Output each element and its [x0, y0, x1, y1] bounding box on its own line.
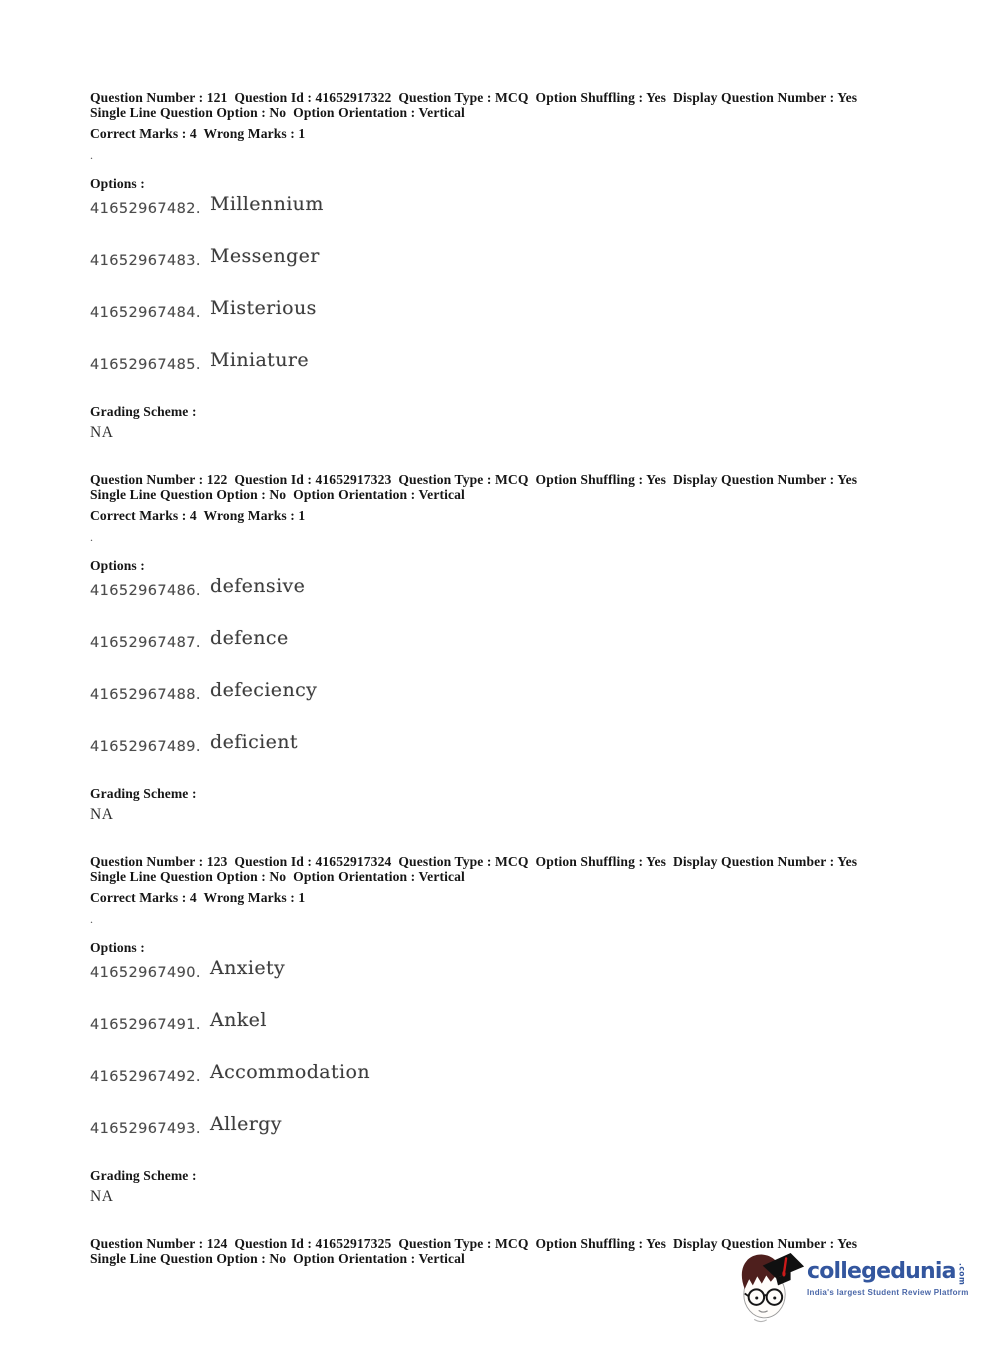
option-row [90, 1061, 910, 1089]
question-header-line-1: Question Number : 122 Question Id : 41652917323 Question Type : MCQ Option Shuffling : Yes Display Question Number : Yes [90, 472, 858, 487]
option-id: 41652967492. [90, 1069, 201, 1085]
option-text: Messenger [210, 245, 320, 267]
options-list [90, 575, 910, 759]
logo-tagline: India's largest Student Review Platform [807, 1288, 969, 1298]
question-block [90, 90, 910, 442]
option-text: Millennium [210, 193, 324, 215]
grading-scheme-value: NA [90, 806, 114, 823]
options-label: Options : [90, 176, 145, 191]
question-marks-line: Correct Marks : 4 Wrong Marks : 1 [90, 890, 306, 905]
question-header-line-2: Single Line Question Option : No Option Orientation : Vertical [90, 1251, 465, 1266]
option-id: 41652967487. [90, 635, 201, 651]
option-row [90, 193, 910, 221]
option-text: defeciency [210, 679, 318, 701]
question-header-line-2: Single Line Question Option : No Option Orientation : Vertical [90, 105, 465, 120]
grading-scheme-label: Grading Scheme : [90, 1168, 197, 1183]
option-id: 41652967484. [90, 305, 201, 321]
option-id: 41652967486. [90, 583, 201, 599]
option-id: 41652967489. [90, 739, 201, 755]
option-text: deficient [210, 731, 298, 753]
option-row [90, 627, 910, 655]
option-text: Ankel [210, 1009, 267, 1031]
option-id: 41652967488. [90, 687, 201, 703]
option-text: defence [210, 627, 289, 649]
option-row [90, 297, 910, 325]
option-id: 41652967482. [90, 201, 201, 217]
option-row [90, 731, 910, 759]
separator-dot: . [90, 912, 93, 926]
option-text: Anxiety [210, 957, 286, 979]
logo-text-group [807, 1246, 969, 1297]
option-id: 41652967483. [90, 253, 201, 269]
option-id: 41652967485. [90, 357, 201, 373]
collegedunia-mascot-icon [733, 1246, 805, 1332]
option-row [90, 575, 910, 603]
grading-scheme-label: Grading Scheme : [90, 404, 197, 419]
question-marks-line: Correct Marks : 4 Wrong Marks : 1 [90, 126, 306, 141]
question-header-line-2: Single Line Question Option : No Option Orientation : Vertical [90, 487, 465, 502]
question-header-line-1: Question Number : 123 Question Id : 41652917324 Question Type : MCQ Option Shuffling : Yes Display Question Number : Yes [90, 854, 858, 869]
question-list [90, 90, 910, 1296]
option-id: 41652967491. [90, 1017, 201, 1033]
grading-scheme-value: NA [90, 1188, 114, 1205]
options-list [90, 193, 910, 377]
options-label: Options : [90, 940, 145, 955]
grading-scheme-value: NA [90, 424, 114, 441]
logo-domain-text: .com [957, 1263, 967, 1286]
option-text: Accommodation [210, 1061, 370, 1083]
option-row [90, 1009, 910, 1037]
option-row [90, 679, 910, 707]
option-text: defensive [210, 575, 306, 597]
option-text: Allergy [210, 1113, 282, 1135]
logo-brand-text: collegedunia [807, 1259, 956, 1284]
question-marks-line: Correct Marks : 4 Wrong Marks : 1 [90, 508, 306, 523]
option-text: Misterious [210, 297, 317, 319]
question-block [90, 472, 910, 824]
question-block [90, 854, 910, 1206]
option-row [90, 957, 910, 985]
separator-dot: . [90, 530, 93, 544]
option-row [90, 349, 910, 377]
separator-dot: . [90, 148, 93, 162]
option-row [90, 245, 910, 273]
option-id: 41652967493. [90, 1121, 201, 1137]
option-text: Miniature [210, 349, 309, 371]
grading-scheme-label: Grading Scheme : [90, 786, 197, 801]
question-header-line-2: Single Line Question Option : No Option Orientation : Vertical [90, 869, 465, 884]
option-row [90, 1113, 910, 1141]
option-id: 41652967490. [90, 965, 201, 981]
options-list [90, 957, 910, 1141]
options-label: Options : [90, 558, 145, 573]
collegedunia-logo [733, 1246, 1001, 1338]
question-header-line-1: Question Number : 124 Question Id : 41652917325 Question Type : MCQ Option Shuffling : Yes Display Question Number : Yes [90, 1236, 858, 1251]
question-header-line-1: Question Number : 121 Question Id : 41652917322 Question Type : MCQ Option Shuffling : Yes Display Question Number : Yes [90, 90, 858, 105]
